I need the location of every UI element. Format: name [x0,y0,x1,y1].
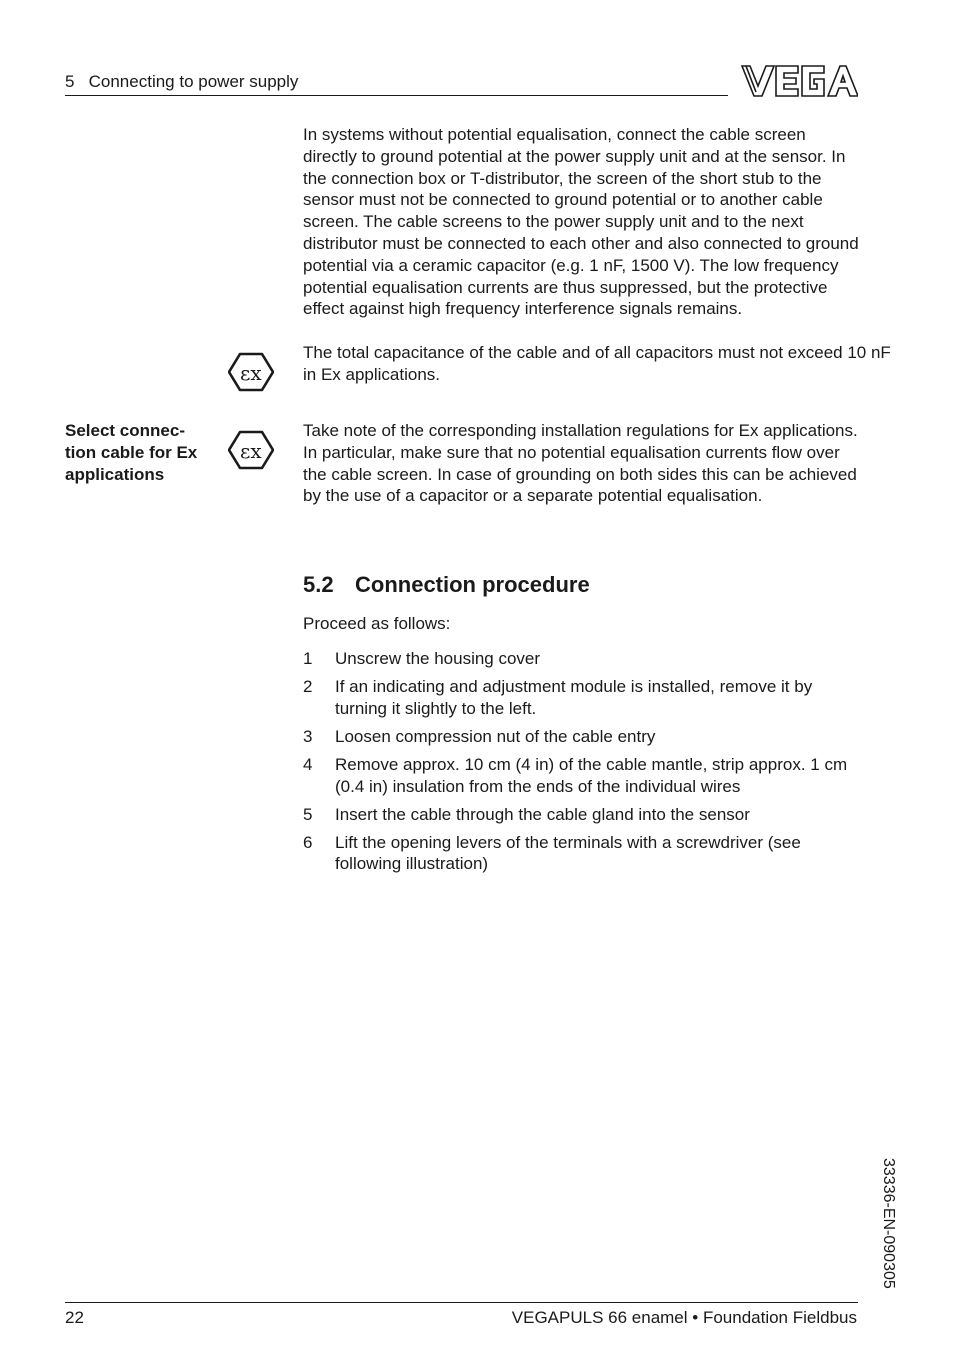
list-item [303,832,863,876]
list-item [303,726,863,748]
step-number: 1 [303,649,313,668]
step-text: Remove approx. 10 cm (4 in) of the cable mantle, strip approx. 1 cm (0.4 in) insulation from the ends of the individual wires [335,754,848,796]
product-name: VEGAPULS 66 enamel • Foundation Fieldbus [511,1308,857,1327]
step-number: 6 [303,832,313,852]
step-text: Loosen compression nut of the cable entry [335,726,656,746]
step-text: Insert the cable through the cable gland into the sensor [335,804,750,824]
svg-text:εx: εx [240,361,262,385]
margin-note-ex-cable: Select connec-tion cable for Ex applications [65,421,198,484]
document-id [867,1158,907,1308]
step-text: Lift the opening levers of the terminals with a screwdriver (see following illustration) [335,832,801,874]
step-number: 3 [303,726,313,746]
header-section-label: 5 Connecting to power supply [65,72,299,91]
step-number: 4 [303,754,313,774]
section-intro: Proceed as follows: [303,614,451,633]
section-heading [303,572,590,598]
list-item [303,804,863,826]
procedure-steps [303,648,863,881]
list-item [303,754,863,798]
step-number: 5 [303,804,313,824]
step-number: 2 [303,676,313,696]
ex-capacitance-note: The total capacitance of the cable and of all capacitors must not exceed 10 nF in Ex applications. [303,343,891,384]
list-item [303,648,863,670]
step-text: If an indicating and adjustment module is installed, remove it by turning it slightly to the left. [335,676,813,718]
ex-hexagon-icon [228,430,274,470]
vega-logo [740,64,858,98]
paragraph-ex-regulations: Take note of the corresponding installation regulations for Ex applications. In particular, make sure that no potential equalisation currents flow over the cable screen. In case of grounding on both sides this can be achieved by the use of a capacitor or a separate potential equalisation. [303,421,858,506]
svg-text:εx: εx [240,439,262,463]
page-number: 22 [65,1308,84,1327]
header-rule [65,95,728,96]
step-text: Unscrew the housing cover [335,649,541,668]
section-number: 5.2 [303,572,334,597]
ex-hexagon-icon [228,352,274,392]
section-title: Connection procedure [355,572,590,597]
list-item [303,676,863,720]
footer-rule [65,1302,858,1303]
paragraph-potential-equalisation: In systems without potential equalisation, connect the cable screen directly to ground potential at the power supply unit and at the sensor. In the connection box or T-distributor, the screen of the short stub to the sensor must not be connected to ground potential or to another cable screen. The cable screens to the power supply unit and to the next distributor must be connected to each other and also connected to ground potential via a ceramic capacitor (e.g. 1 nF, 1500 V). The low frequency potential equalisation currents are thus suppressed, but the protective effect against high frequency interference signals remains. [303,125,859,319]
document-id-text: 33336-EN-090305 [880,1158,897,1289]
